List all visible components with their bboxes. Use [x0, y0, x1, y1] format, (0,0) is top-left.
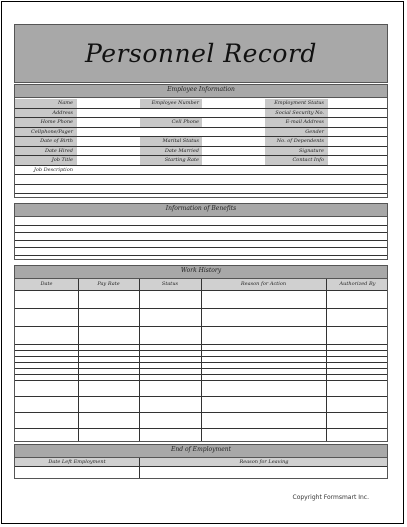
mid-label-5: Date Married: [164, 147, 199, 154]
employee-information-header: [15, 85, 387, 98]
work-history-row-line: [15, 396, 387, 397]
work-history-column-4: Authorized By: [339, 281, 376, 287]
work-history-row-line: [15, 344, 387, 345]
work-history-heading: Work History: [180, 267, 222, 274]
end-row-line: [15, 466, 387, 467]
label-1: Address: [52, 109, 73, 116]
label-7: Job Description: [33, 166, 73, 173]
label-2: Home Phone: [40, 119, 73, 125]
right-label-2: E-mail Address: [285, 119, 324, 125]
right-label-3: Gender: [305, 128, 324, 135]
right-label-5: Signature: [298, 147, 324, 154]
benefits-header: [15, 204, 387, 217]
work-history-row-line: [15, 380, 387, 381]
benefits-row-line: [15, 232, 387, 233]
work-history-row-line: [15, 362, 387, 363]
label-3: Cellphone/Pager: [31, 128, 73, 135]
end-of-employment-section: [14, 444, 388, 479]
end-of-employment-header: [15, 445, 387, 458]
right-label-1: Social Security No.: [275, 109, 324, 116]
work-history-row-line: [15, 356, 387, 357]
footer-copyright: Copyright Formsmart Inc.: [292, 494, 369, 501]
employee-row-line: [15, 184, 387, 185]
benefits-section: [14, 203, 388, 260]
work-history-column-1: Pay Rate: [97, 281, 120, 287]
label-6: Job Title: [51, 157, 73, 163]
benefits-heading: Information of Benefits: [165, 205, 237, 212]
work-history-row-line: [15, 326, 387, 327]
benefits-row-line: [15, 240, 387, 241]
right-label-4: No. of Dependents: [276, 138, 324, 144]
employee-information-section: [14, 84, 388, 198]
employee-row-line: [15, 193, 387, 194]
work-history-column-3: Reason for Action: [240, 281, 287, 287]
mid-label-4: Marital Status: [162, 138, 199, 144]
work-history-section: [14, 265, 388, 442]
work-history-column-divider: [326, 279, 327, 441]
employee-row-line: [15, 174, 387, 175]
title-banner: [14, 24, 388, 83]
label-5: Date Hired: [44, 147, 73, 154]
work-history-column-divider: [201, 279, 202, 441]
benefits-row-line: [15, 255, 387, 256]
end-of-employment-heading: End of Employment: [170, 446, 232, 453]
work-history-row-line: [15, 428, 387, 429]
work-history-row-line: [15, 374, 387, 375]
benefits-row-line: [15, 225, 387, 226]
work-history-row-line: [15, 350, 387, 351]
benefits-row-line: [15, 247, 387, 248]
work-history-row-line: [15, 368, 387, 369]
work-history-column-2: Status: [161, 281, 179, 287]
work-history-row-line: [15, 308, 387, 309]
mid-label-0: Employee Number: [151, 100, 199, 106]
right-label-0: Employment Status: [274, 100, 324, 106]
mid-label-6: Starting Rate: [164, 157, 199, 163]
label-0: Name: [57, 100, 73, 106]
work-history-column-divider: [78, 279, 79, 441]
work-history-row-line: [15, 412, 387, 413]
end-column-0: Date Left Employment: [48, 459, 106, 465]
work-history-column-divider: [139, 279, 140, 441]
employee-information-heading: Employee Information: [167, 86, 235, 93]
mid-label-2: Cell Phone: [171, 119, 199, 125]
work-history-header: [15, 266, 387, 279]
work-history-column-0: Date: [40, 281, 53, 287]
end-column-1: Reason for Leaving: [239, 459, 289, 465]
right-label-6: Contact Info: [292, 157, 324, 163]
page-title: Personnel Record: [85, 39, 317, 68]
label-4: Date of Birth: [40, 138, 73, 144]
work-history-row-line: [15, 290, 387, 291]
